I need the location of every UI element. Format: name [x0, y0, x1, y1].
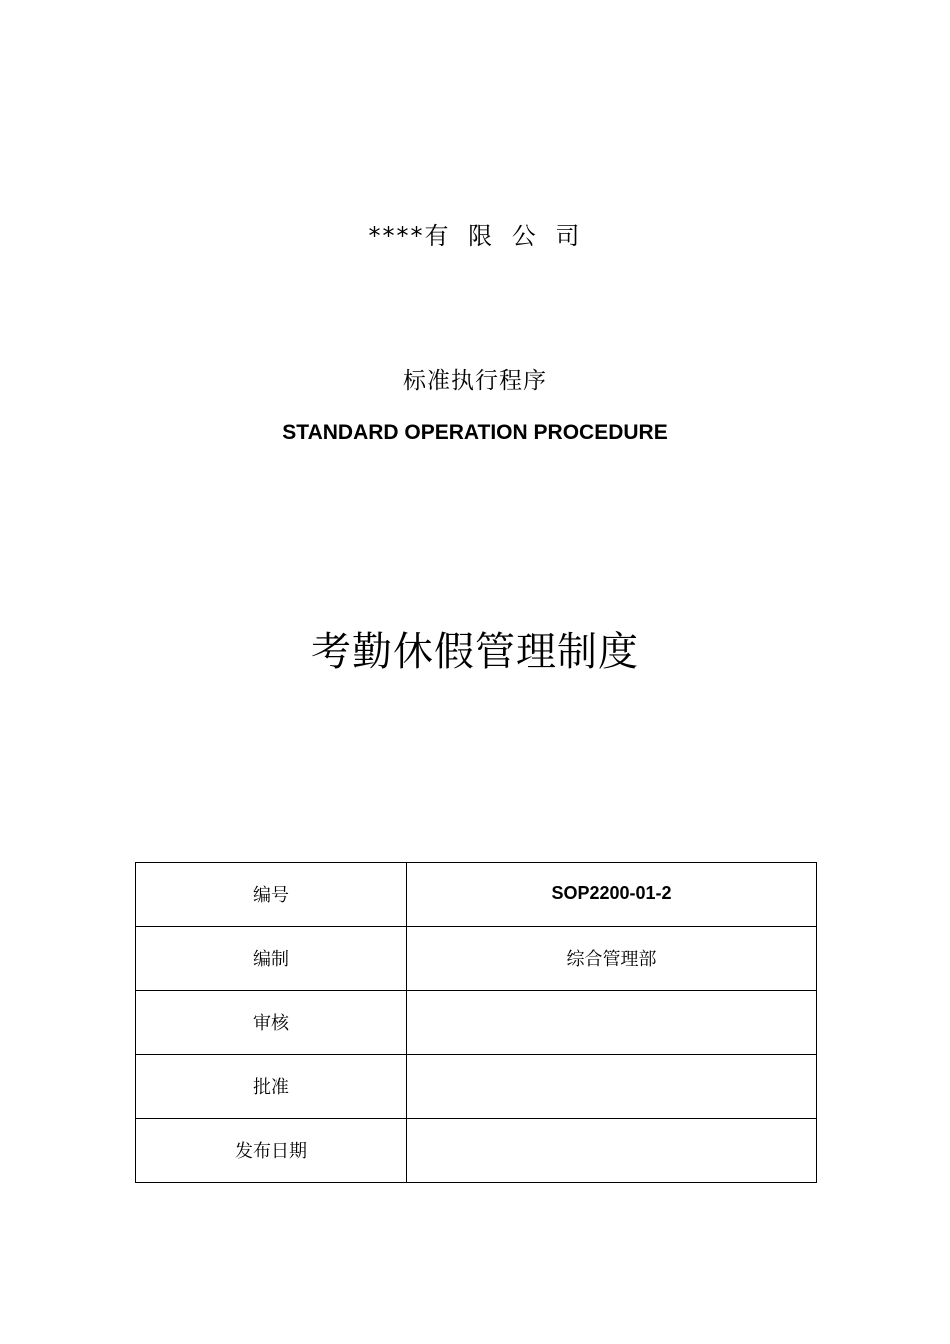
- document-info-table: [135, 862, 817, 1183]
- info-row-prepared-by: [136, 927, 817, 991]
- info-value-reviewed-by: [407, 991, 817, 1055]
- info-value-approved-by: [407, 1055, 817, 1119]
- company-name: ****有 限 公 司: [368, 222, 582, 250]
- sop-title-chinese: 标准执行程序: [403, 368, 547, 394]
- info-value-number: SOP2200-01-2: [407, 863, 817, 927]
- info-label-reviewed-by: 审核: [136, 991, 407, 1055]
- info-row-approved-by: [136, 1055, 817, 1119]
- sop-title-english: STANDARD OPERATION PROCEDURE: [282, 421, 668, 444]
- info-row-release-date: [136, 1119, 817, 1183]
- info-row-reviewed-by: [136, 991, 817, 1055]
- info-label-prepared-by: 编制: [136, 927, 407, 991]
- info-value-prepared-by: 综合管理部: [407, 927, 817, 991]
- info-label-number: 编号: [136, 863, 407, 927]
- info-label-release-date: 发布日期: [136, 1119, 407, 1183]
- document-title: 考勤休假管理制度: [311, 629, 639, 675]
- info-row-number: [136, 863, 817, 927]
- info-label-approved-by: 批准: [136, 1055, 407, 1119]
- info-value-release-date: [407, 1119, 817, 1183]
